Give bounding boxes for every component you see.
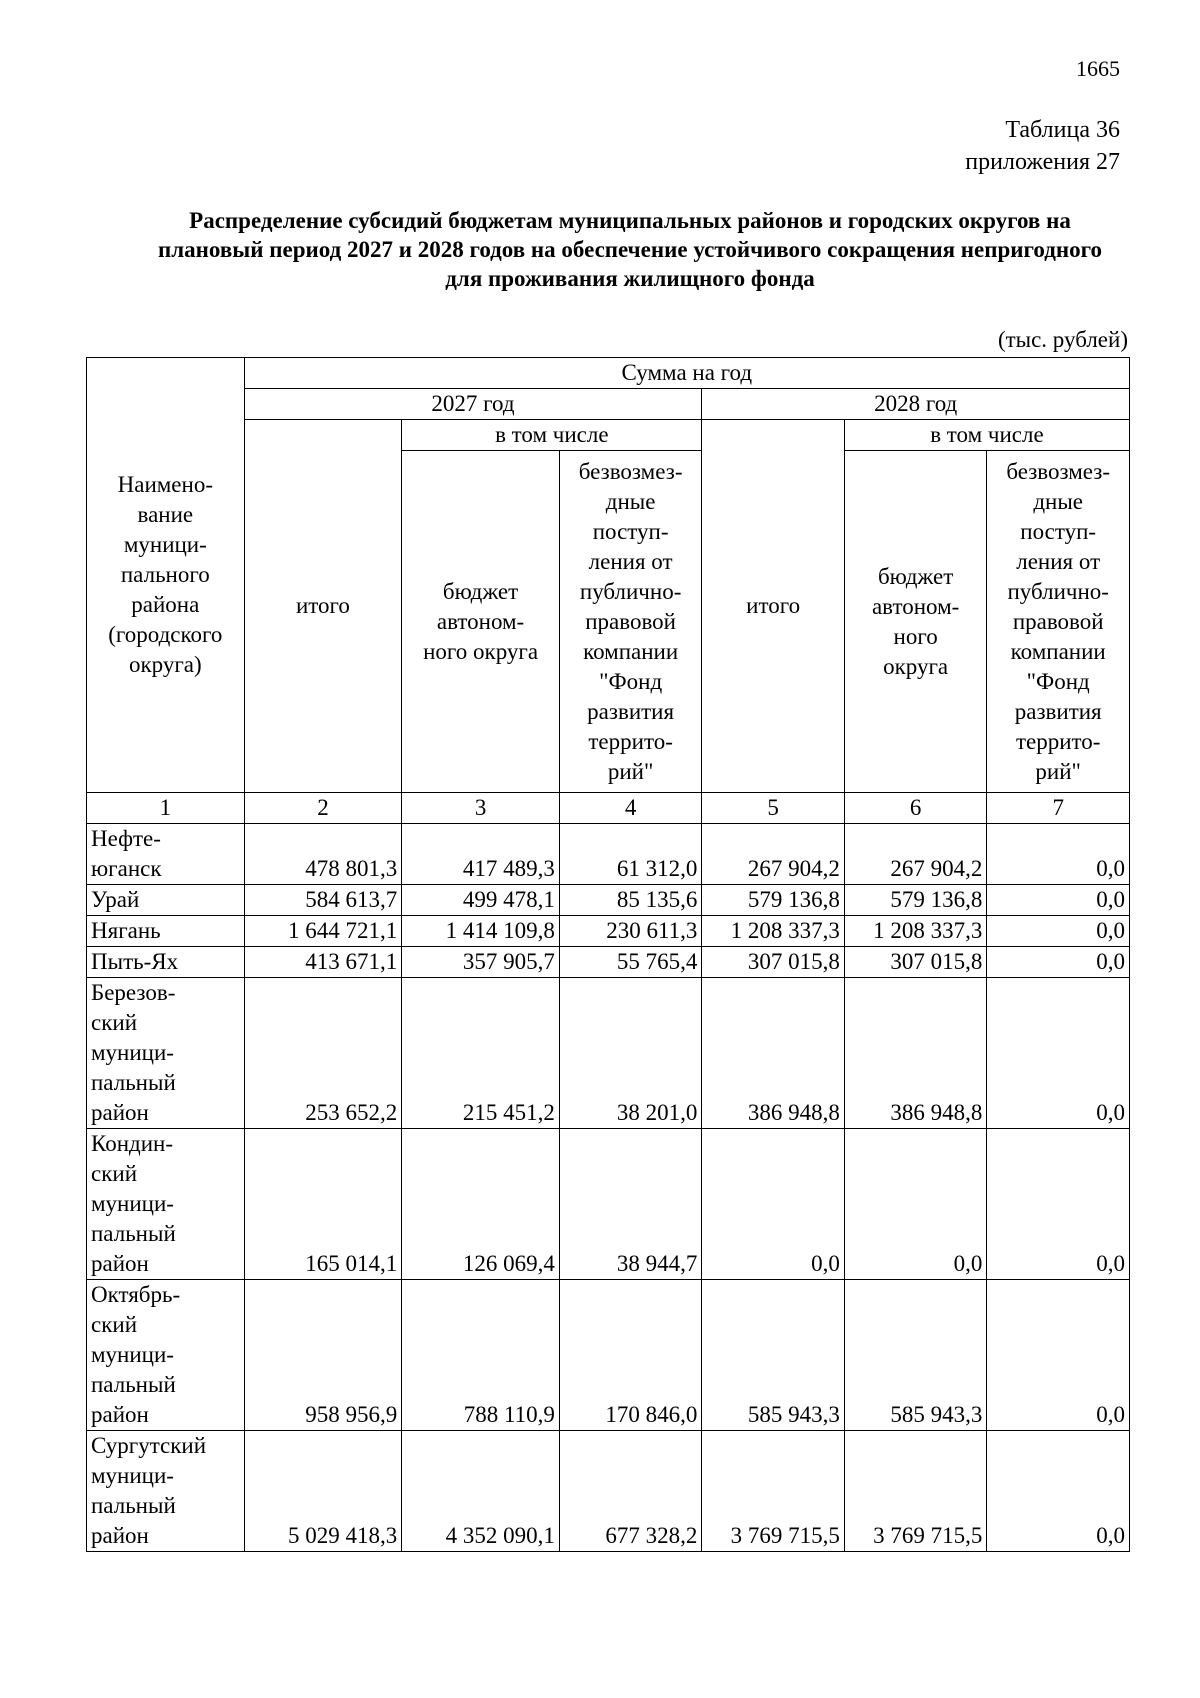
ao-budget-2027: 357 905,7 xyxy=(402,947,560,978)
ao-budget-2028: 1 208 337,3 xyxy=(844,916,987,947)
fund-transfers-2028: 0,0 xyxy=(987,1129,1130,1280)
total-2027: 253 652,2 xyxy=(244,978,402,1129)
subsidies-table xyxy=(86,357,1130,1552)
column-number: 5 xyxy=(702,793,845,824)
header-ao-budget-2028: бюджет автоном- ного округа xyxy=(844,451,987,793)
column-number: 7 xyxy=(987,793,1130,824)
ao-budget-2027: 788 110,9 xyxy=(402,1280,560,1431)
fund-transfers-2027: 170 846,0 xyxy=(559,1280,702,1431)
table-row xyxy=(87,978,1130,1129)
fund-transfers-2027: 677 328,2 xyxy=(559,1431,702,1552)
fund-transfers-2028: 0,0 xyxy=(987,824,1130,885)
table-row xyxy=(87,916,1130,947)
document-title: Распределение субсидий бюджетам муниципальных районов и городских округов на плановый период 2027 и 2028 годов на обеспечение устойчивого сокращения непригодного для проживания жилищного фонда xyxy=(158,208,1102,291)
total-2027: 1 644 721,1 xyxy=(244,916,402,947)
ao-budget-2027: 215 451,2 xyxy=(402,978,560,1129)
ao-budget-2028: 307 015,8 xyxy=(844,947,987,978)
total-2027: 478 801,3 xyxy=(244,824,402,885)
column-number: 1 xyxy=(87,793,245,824)
fund-transfers-2028: 0,0 xyxy=(987,916,1130,947)
total-2027: 5 029 418,3 xyxy=(244,1431,402,1552)
header-fund-transfers-2027: безвозмез- дные поступ- ления от публично- правовой компании "Фонд развития террито- рий" xyxy=(559,451,702,793)
ao-budget-2027: 1 414 109,8 xyxy=(402,916,560,947)
fund-transfers-2028: 0,0 xyxy=(987,978,1130,1129)
table-ref-line1: Таблица 36 xyxy=(1005,117,1120,143)
header-including-2028: в том числе xyxy=(844,420,1129,451)
fund-transfers-2027: 38 201,0 xyxy=(559,978,702,1129)
column-number: 6 xyxy=(844,793,987,824)
header-total-2028: итого xyxy=(702,420,845,793)
ao-budget-2027: 4 352 090,1 xyxy=(402,1431,560,1552)
table-row xyxy=(87,885,1130,916)
total-2027: 413 671,1 xyxy=(244,947,402,978)
unit-note: (тыс. рублей) xyxy=(997,327,1128,352)
total-2028: 0,0 xyxy=(702,1129,845,1280)
ao-budget-2028: 0,0 xyxy=(844,1129,987,1280)
header-ao-budget-2027: бюджет автоном- ного округа xyxy=(402,451,560,793)
ao-budget-2027: 417 489,3 xyxy=(402,824,560,885)
header-year-2027: 2027 год xyxy=(244,389,702,420)
header-municipality-name: Наимено- вание муници- пального района (городского округа) xyxy=(87,358,245,793)
header-including-2027: в том числе xyxy=(402,420,702,451)
fund-transfers-2027: 61 312,0 xyxy=(559,824,702,885)
ao-budget-2028: 267 904,2 xyxy=(844,824,987,885)
column-number: 2 xyxy=(244,793,402,824)
municipality-name: Кондин- ский муници- пальный район xyxy=(87,1129,245,1280)
total-2027: 165 014,1 xyxy=(244,1129,402,1280)
ao-budget-2028: 585 943,3 xyxy=(844,1280,987,1431)
municipality-name: Нягань xyxy=(87,916,245,947)
column-numbers-row xyxy=(87,793,1130,824)
municipality-name: Нефте- юганск xyxy=(87,824,245,885)
total-2028: 267 904,2 xyxy=(702,824,845,885)
total-2028: 307 015,8 xyxy=(702,947,845,978)
ao-budget-2028: 3 769 715,5 xyxy=(844,1431,987,1552)
page-number: 1665 xyxy=(1076,56,1120,81)
ao-budget-2027: 126 069,4 xyxy=(402,1129,560,1280)
fund-transfers-2028: 0,0 xyxy=(987,1280,1130,1431)
fund-transfers-2027: 38 944,7 xyxy=(559,1129,702,1280)
table-row xyxy=(87,1431,1130,1552)
header-year-2028: 2028 год xyxy=(702,389,1130,420)
municipality-name: Октябрь- ский муници- пальный район xyxy=(87,1280,245,1431)
table-ref-line2: приложения 27 xyxy=(965,149,1120,175)
municipality-name: Урай xyxy=(87,885,245,916)
header-sum-per-year: Сумма на год xyxy=(244,358,1129,389)
fund-transfers-2028: 0,0 xyxy=(987,1431,1130,1552)
total-2028: 585 943,3 xyxy=(702,1280,845,1431)
fund-transfers-2027: 55 765,4 xyxy=(559,947,702,978)
table-row xyxy=(87,824,1130,885)
header-fund-transfers-2028: безвозмез- дные поступ- ления от публично- правовой компании "Фонд развития террито- рий" xyxy=(987,451,1130,793)
fund-transfers-2027: 230 611,3 xyxy=(559,916,702,947)
fund-transfers-2028: 0,0 xyxy=(987,947,1130,978)
table-reference xyxy=(880,114,1120,178)
table-row xyxy=(87,947,1130,978)
ao-budget-2027: 499 478,1 xyxy=(402,885,560,916)
total-2027: 584 613,7 xyxy=(244,885,402,916)
total-2028: 579 136,8 xyxy=(702,885,845,916)
ao-budget-2028: 579 136,8 xyxy=(844,885,987,916)
total-2027: 958 956,9 xyxy=(244,1280,402,1431)
fund-transfers-2028: 0,0 xyxy=(987,885,1130,916)
total-2028: 3 769 715,5 xyxy=(702,1431,845,1552)
municipality-name: Пыть-Ях xyxy=(87,947,245,978)
table-row xyxy=(87,1129,1130,1280)
ao-budget-2028: 386 948,8 xyxy=(844,978,987,1129)
column-number: 4 xyxy=(559,793,702,824)
total-2028: 386 948,8 xyxy=(702,978,845,1129)
municipality-name: Березов- ский муници- пальный район xyxy=(87,978,245,1129)
fund-transfers-2027: 85 135,6 xyxy=(559,885,702,916)
table-row xyxy=(87,1280,1130,1431)
column-number: 3 xyxy=(402,793,560,824)
municipality-name: Сургутский муници- пальный район xyxy=(87,1431,245,1552)
total-2028: 1 208 337,3 xyxy=(702,916,845,947)
header-total-2027: итого xyxy=(244,420,402,793)
